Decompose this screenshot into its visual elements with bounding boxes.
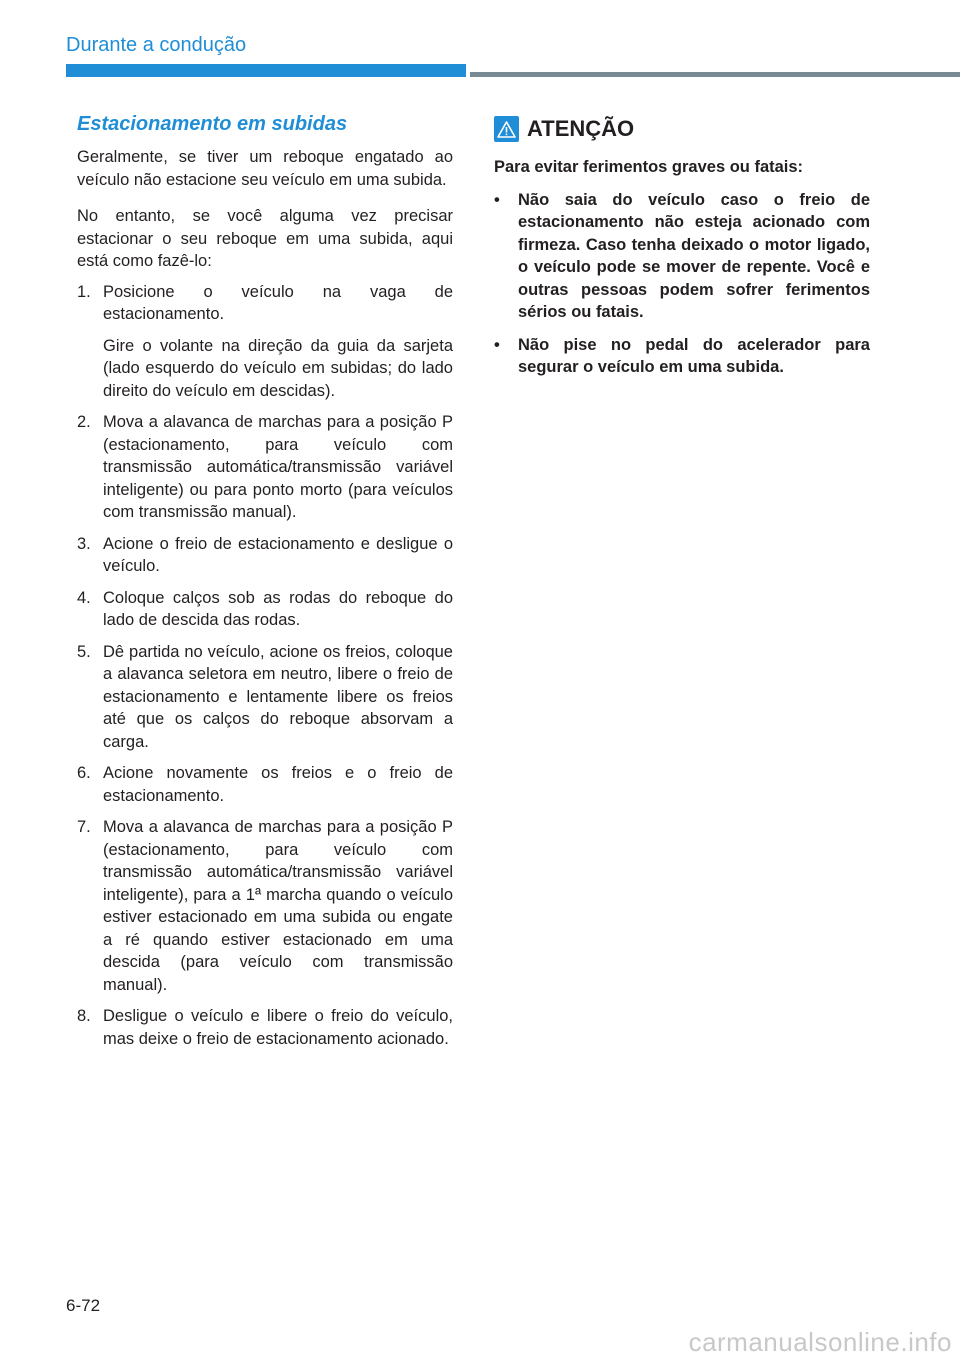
step-number: 2. [77,413,91,431]
step-text: Posicione o veículo na vaga de estacionamento. [103,282,453,323]
step-text: Mova a alavanca de marchas para a posição P (estacionamento, para veículo com transmissão automática/transmissão variável inteligente), para a 1ª marcha quando o veículo estiver estacionado em uma subida ou engate a ré quando estiver estacionado em uma descida (para veículo com transmissão manual). [103,818,453,994]
step-item [77,281,453,403]
step-item [77,641,453,754]
step-item [77,816,453,996]
step-text: Desligue o veículo e libere o freio do veículo, mas deixe o freio de estacionamento acionado. [103,1007,453,1048]
warning-item [494,334,870,379]
section-heading: Estacionamento em subidas [77,113,348,135]
step-text: Acione o freio de estacionamento e desligue o veículo. [103,534,453,575]
step-item [77,533,453,578]
section-title: Durante a condução [66,34,247,56]
step-item [77,587,453,632]
warning-title: ATENÇÃO [527,115,635,141]
step-number: 1. [77,282,91,301]
warning-box [494,116,870,389]
steps-list [77,281,453,1051]
warning-intro: Para evitar ferimentos graves ou fatais: [494,158,804,176]
step-text: Mova a alavanca de marchas para a posição P (estacionamento, para veículo com transmissão automática/transmissão variável inteligente) ou para ponto morto (para veículos com transmissão manual). [103,413,453,521]
step-number: 8. [77,1007,91,1025]
step-text: Coloque calços sob as rodas do reboque do lado de descida das rodas. [103,588,453,629]
step-item [77,411,453,524]
step-number: 5. [77,642,91,661]
page-number: 6-72 [66,1296,101,1315]
step-text: Dê partida no veículo, acione os freios, coloque a alavanca seletora em neutro, libere o freio de estacionamento e lentamente libere os freios até que os calços do reboque absorvam a carga. [103,642,453,751]
warning-text: Não pise no pedal do acelerador para segurar o veículo em uma subida. [518,335,870,376]
warning-list [494,189,870,379]
header-rule-gray [470,72,960,77]
step-number: 6. [77,764,91,782]
step-item [77,762,453,807]
step-note: Gire o volante na direção da guia da sarjeta (lado esquerdo do veículo em subidas; do lado direito do veículo em descidas). [103,336,453,400]
warning-text: Não saia do veículo caso o freio de estacionamento não esteja acionado com firmeza. Caso tenha deixado o motor ligado, o veículo pode se mover de repente. Você e outras pessoas podem sofrer ferimentos sérios ou fatais. [518,190,870,321]
bullet: • [494,335,500,354]
watermark: carmanualsonline.info [688,1327,952,1357]
left-column [77,110,453,1059]
step-number: 4. [77,588,91,607]
paragraph: No entanto, se você alguma vez precisar estacionar o seu reboque em uma subida, aqui está como fazê-lo: [77,207,453,270]
warning-triangle-icon [494,116,519,142]
warning-header [494,116,870,142]
step-text: Acione novamente os freios e o freio de estacionamento. [103,764,453,805]
bullet: • [494,190,500,209]
header-rule-blue [66,64,466,77]
step-number: 3. [77,534,91,553]
step-number: 7. [77,818,91,836]
step-item [77,1005,453,1050]
warning-item [494,189,870,324]
paragraph: Geralmente, se tiver um reboque engatado ao veículo não estacione seu veículo em uma subida. [77,148,453,189]
